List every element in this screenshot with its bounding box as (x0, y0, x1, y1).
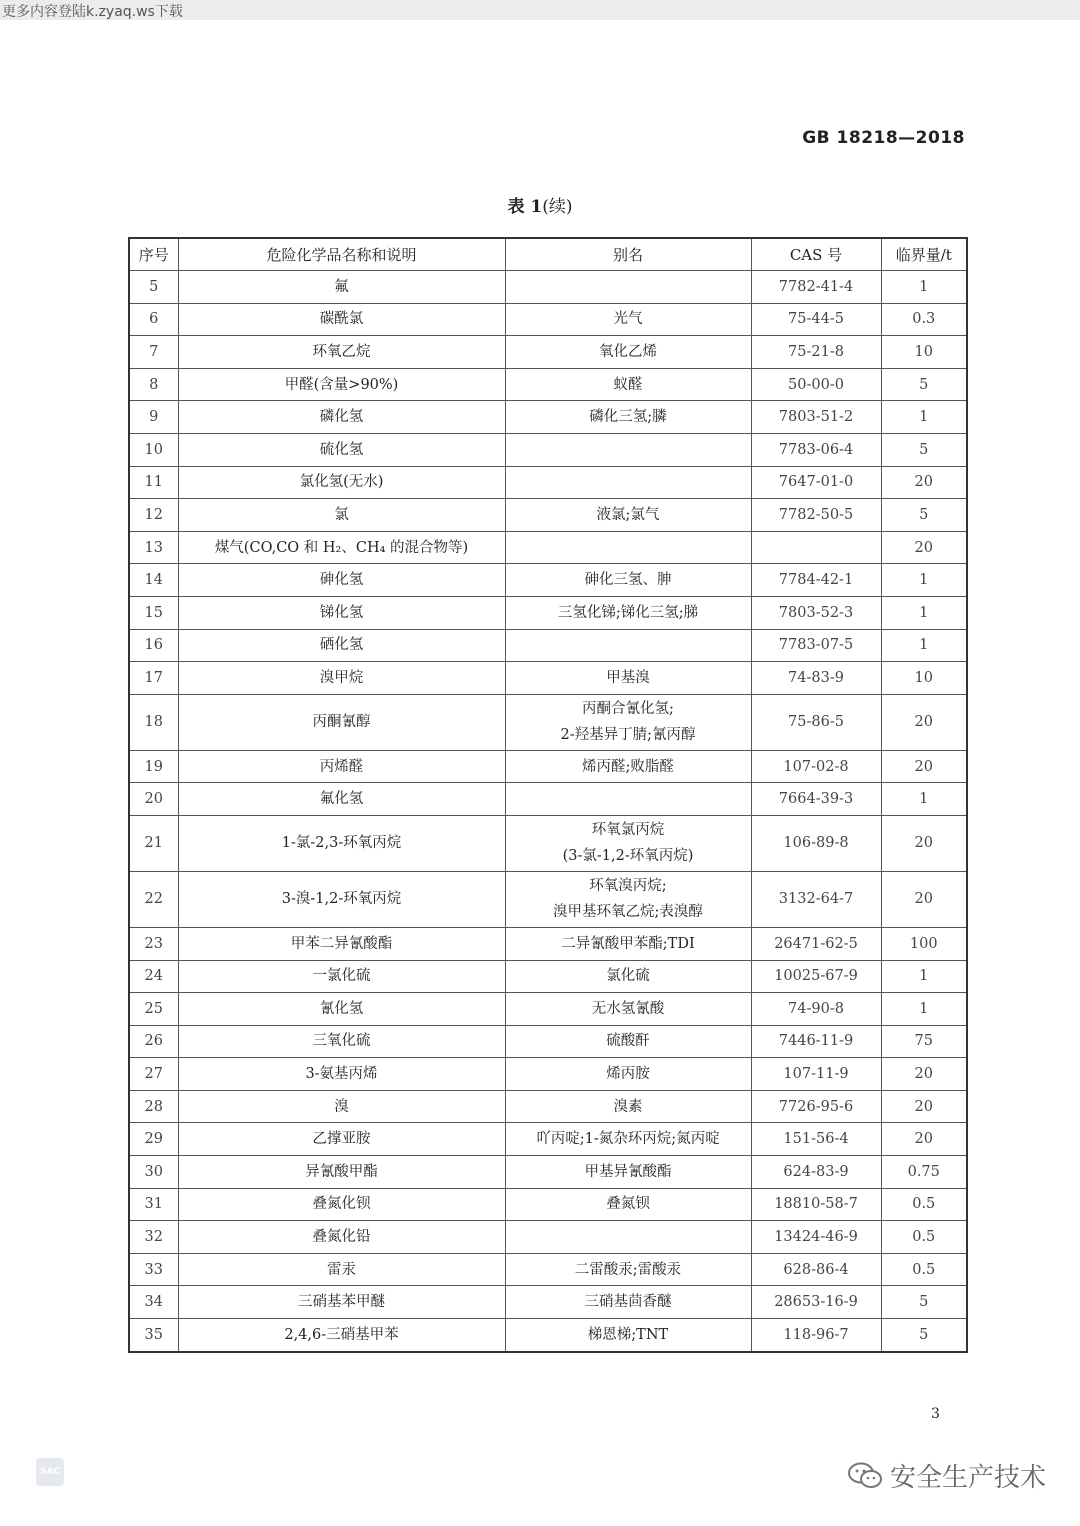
row-no: 32 (129, 1221, 178, 1254)
row-name: 3-氨基丙烯 (178, 1058, 505, 1091)
row-alias-line: 甲基异氰酸酯 (584, 1163, 672, 1180)
row-cas: 107-02-8 (751, 750, 881, 783)
table-row (129, 815, 967, 871)
row-alias (505, 1319, 751, 1352)
row-alias-line: 烯丙胺 (606, 1066, 650, 1083)
table-row (129, 466, 967, 499)
row-threshold: 5 (881, 1319, 967, 1352)
header-no: 序号 (129, 238, 178, 271)
row-alias (505, 1123, 751, 1156)
row-threshold: 1 (881, 783, 967, 816)
row-threshold: 0.5 (881, 1188, 967, 1221)
row-threshold: 0.3 (881, 303, 967, 336)
row-no: 34 (129, 1286, 178, 1319)
row-name: 溴甲烷 (178, 662, 505, 695)
row-no: 29 (129, 1123, 178, 1156)
row-no: 15 (129, 596, 178, 629)
row-alias (505, 1058, 751, 1091)
row-cas: 75-21-8 (751, 336, 881, 369)
table-row (129, 629, 967, 662)
row-alias-line: 溴甲基环氧乙烷;表溴醇 (553, 904, 703, 921)
row-alias-line: 2-羟基异丁腈;氰丙醇 (560, 727, 696, 744)
row-no: 7 (129, 336, 178, 369)
row-alias (505, 783, 751, 816)
row-alias (505, 1156, 751, 1189)
row-name: 砷化氢 (178, 564, 505, 597)
row-name: 丙酮氰醇 (178, 694, 505, 750)
row-no: 23 (129, 927, 178, 960)
row-cas: 10025-67-9 (751, 960, 881, 993)
row-cas: 28653-16-9 (751, 1286, 881, 1319)
row-alias-line: 二异氰酸甲苯酯;TDI (561, 935, 695, 952)
row-alias-line: 无水氢氰酸 (591, 1000, 665, 1017)
row-cas: 7783-06-4 (751, 433, 881, 466)
row-no: 25 (129, 993, 178, 1026)
row-threshold: 20 (881, 871, 967, 927)
row-alias (505, 466, 751, 499)
table-row (129, 368, 967, 401)
row-alias-line: 氯化硫 (606, 968, 650, 985)
sac-logo: SAC (36, 1458, 64, 1486)
table-row (129, 1156, 967, 1189)
row-alias-line: 烯丙醛;败脂醛 (582, 758, 674, 775)
header-name: 危险化学品名称和说明 (178, 238, 505, 271)
row-no: 30 (129, 1156, 178, 1189)
row-no: 17 (129, 662, 178, 695)
row-no: 12 (129, 499, 178, 532)
row-alias-line: 甲基溴 (606, 669, 650, 686)
table-row (129, 564, 967, 597)
table-row (129, 303, 967, 336)
row-name: 1-氯-2,3-环氧丙烷 (178, 815, 505, 871)
row-name: 一氯化硫 (178, 960, 505, 993)
row-cas: 7726-95-6 (751, 1090, 881, 1123)
row-alias (505, 564, 751, 597)
table-row (129, 1253, 967, 1286)
row-name: 雷汞 (178, 1253, 505, 1286)
row-threshold: 1 (881, 960, 967, 993)
row-cas: 7783-07-5 (751, 629, 881, 662)
row-name: 甲醛(含量>90%) (178, 368, 505, 401)
row-no: 16 (129, 629, 178, 662)
table-row (129, 499, 967, 532)
row-name: 氟化氢 (178, 783, 505, 816)
row-alias (505, 993, 751, 1026)
row-threshold: 20 (881, 815, 967, 871)
row-alias-line: 叠氮钡 (606, 1196, 650, 1213)
row-alias-line: 梯恩梯;TNT (587, 1326, 669, 1343)
row-cas: 624-83-9 (751, 1156, 881, 1189)
wechat-account-name: 安全生产技术 (889, 1463, 1046, 1493)
row-alias (505, 662, 751, 695)
page-number: 3 (931, 1406, 940, 1422)
row-cas: 74-90-8 (751, 993, 881, 1026)
row-alias-line: 液氯;氯气 (596, 506, 660, 523)
row-no: 27 (129, 1058, 178, 1091)
row-alias (505, 1286, 751, 1319)
row-alias (505, 815, 751, 871)
row-alias (505, 871, 751, 927)
table-row (129, 1025, 967, 1058)
row-alias (505, 401, 751, 434)
row-alias (505, 499, 751, 532)
row-name: 环氧乙烷 (178, 336, 505, 369)
row-no: 6 (129, 303, 178, 336)
row-no: 20 (129, 783, 178, 816)
row-no: 35 (129, 1319, 178, 1352)
table-row (129, 1123, 967, 1156)
row-name: 甲苯二异氰酸酯 (178, 927, 505, 960)
row-alias (505, 1090, 751, 1123)
table-row (129, 694, 967, 750)
table-row (129, 927, 967, 960)
row-alias-line: (3-氯-1,2-环氧丙烷) (562, 848, 694, 865)
table-title (0, 192, 1080, 217)
row-threshold: 1 (881, 629, 967, 662)
row-threshold: 5 (881, 499, 967, 532)
row-cas: 13424-46-9 (751, 1221, 881, 1254)
row-alias (505, 750, 751, 783)
row-no: 28 (129, 1090, 178, 1123)
row-no: 33 (129, 1253, 178, 1286)
row-cas: 7782-50-5 (751, 499, 881, 532)
row-threshold: 1 (881, 271, 967, 304)
table-row (129, 783, 967, 816)
row-cas: 106-89-8 (751, 815, 881, 871)
row-alias (505, 960, 751, 993)
table-header-row (129, 238, 967, 271)
row-alias-line: 光气 (613, 311, 643, 328)
row-threshold: 1 (881, 596, 967, 629)
row-name: 异氰酸甲酯 (178, 1156, 505, 1189)
row-cas: 107-11-9 (751, 1058, 881, 1091)
row-cas: 7803-52-3 (751, 596, 881, 629)
row-cas: 18810-58-7 (751, 1188, 881, 1221)
row-cas: 7664-39-3 (751, 783, 881, 816)
row-alias-line: 硫酸酐 (606, 1033, 650, 1050)
standard-code: GB 18218—2018 (802, 128, 965, 148)
row-alias-line: 三氢化锑;锑化三氢;䏲 (557, 604, 699, 621)
row-no: 14 (129, 564, 178, 597)
row-threshold: 5 (881, 433, 967, 466)
table-title-suffix: (续) (542, 197, 573, 217)
row-name: 3-溴-1,2-环氧丙烷 (178, 871, 505, 927)
row-alias (505, 927, 751, 960)
table-row (129, 271, 967, 304)
table-row (129, 401, 967, 434)
row-threshold: 20 (881, 694, 967, 750)
row-alias (505, 271, 751, 304)
row-no: 26 (129, 1025, 178, 1058)
row-alias-line: 砷化三氢、胂 (584, 572, 672, 589)
row-name: 碳酰氯 (178, 303, 505, 336)
row-threshold: 5 (881, 368, 967, 401)
row-name: 丙烯醛 (178, 750, 505, 783)
row-name: 乙撑亚胺 (178, 1123, 505, 1156)
row-name: 叠氮化钡 (178, 1188, 505, 1221)
row-alias (505, 531, 751, 564)
row-cas: 151-56-4 (751, 1123, 881, 1156)
row-alias (505, 368, 751, 401)
row-no: 8 (129, 368, 178, 401)
row-alias (505, 694, 751, 750)
row-alias-line: 丙酮合氰化氢; (582, 701, 674, 718)
top-watermark-bar (0, 0, 1080, 20)
row-threshold: 100 (881, 927, 967, 960)
row-threshold: 75 (881, 1025, 967, 1058)
row-cas: 7784-42-1 (751, 564, 881, 597)
table-body (129, 271, 967, 1352)
row-alias-line: 三硝基茴香醚 (584, 1294, 672, 1311)
table-row (129, 750, 967, 783)
header-cas: CAS 号 (751, 238, 881, 271)
table-row (129, 960, 967, 993)
row-cas: 7647-01-0 (751, 466, 881, 499)
row-alias (505, 629, 751, 662)
row-no: 24 (129, 960, 178, 993)
row-name: 2,4,6-三硝基甲苯 (178, 1319, 505, 1352)
table-row (129, 596, 967, 629)
row-alias (505, 1221, 751, 1254)
row-alias (505, 433, 751, 466)
row-alias (505, 1188, 751, 1221)
row-alias-line: 环氧氯丙烷 (591, 822, 665, 839)
wechat-watermark (846, 1457, 1046, 1494)
row-name: 锑化氢 (178, 596, 505, 629)
row-cas: 628-86-4 (751, 1253, 881, 1286)
row-cas: 50-00-0 (751, 368, 881, 401)
table-row (129, 433, 967, 466)
row-threshold: 20 (881, 1058, 967, 1091)
row-cas: 75-86-5 (751, 694, 881, 750)
row-alias (505, 336, 751, 369)
row-alias-line: 二雷酸汞;雷酸汞 (574, 1261, 682, 1278)
row-threshold: 10 (881, 662, 967, 695)
row-threshold: 1 (881, 993, 967, 1026)
row-name: 氯 (178, 499, 505, 532)
row-no: 5 (129, 271, 178, 304)
header-threshold: 临界量/t (881, 238, 967, 271)
row-alias (505, 1025, 751, 1058)
chemicals-table (128, 237, 968, 1353)
row-alias-line: 环氧溴丙烷; (589, 878, 667, 895)
row-cas: 26471-62-5 (751, 927, 881, 960)
row-threshold: 10 (881, 336, 967, 369)
row-name: 磷化氢 (178, 401, 505, 434)
row-alias (505, 1253, 751, 1286)
table-row (129, 1188, 967, 1221)
table-row (129, 1058, 967, 1091)
table-title-prefix: 表 1 (507, 197, 543, 217)
top-watermark-text: 更多内容登陆k.zyaq.ws下载 (2, 4, 183, 20)
row-alias-line: 溴素 (613, 1098, 643, 1115)
row-no: 9 (129, 401, 178, 434)
row-no: 10 (129, 433, 178, 466)
row-name: 叠氮化铅 (178, 1221, 505, 1254)
table-row (129, 1319, 967, 1352)
table-row (129, 871, 967, 927)
row-threshold: 20 (881, 1090, 967, 1123)
row-name: 硒化氢 (178, 629, 505, 662)
table-row (129, 1286, 967, 1319)
row-no: 19 (129, 750, 178, 783)
row-cas: 118-96-7 (751, 1319, 881, 1352)
row-no: 22 (129, 871, 178, 927)
row-threshold: 0.5 (881, 1221, 967, 1254)
row-name: 三硝基苯甲醚 (178, 1286, 505, 1319)
row-no: 11 (129, 466, 178, 499)
table-row (129, 993, 967, 1026)
row-alias-line: 氧化乙烯 (599, 343, 657, 360)
row-alias (505, 596, 751, 629)
row-no: 31 (129, 1188, 178, 1221)
row-no: 21 (129, 815, 178, 871)
row-cas: 75-44-5 (751, 303, 881, 336)
row-threshold: 20 (881, 1123, 967, 1156)
table-row (129, 662, 967, 695)
header-alias: 别名 (505, 238, 751, 271)
row-name: 三氧化硫 (178, 1025, 505, 1058)
table-row (129, 336, 967, 369)
row-threshold: 1 (881, 401, 967, 434)
row-name: 氯化氢(无水) (178, 466, 505, 499)
row-threshold: 0.5 (881, 1253, 967, 1286)
row-cas (751, 531, 881, 564)
row-cas: 7446-11-9 (751, 1025, 881, 1058)
row-name: 氟 (178, 271, 505, 304)
row-cas: 7782-41-4 (751, 271, 881, 304)
row-no: 18 (129, 694, 178, 750)
row-cas: 3132-64-7 (751, 871, 881, 927)
row-name: 硫化氢 (178, 433, 505, 466)
row-name: 煤气(CO,CO 和 H₂、CH₄ 的混合物等) (178, 531, 505, 564)
table-row (129, 1221, 967, 1254)
row-threshold: 20 (881, 750, 967, 783)
row-cas: 7803-51-2 (751, 401, 881, 434)
row-no: 13 (129, 531, 178, 564)
row-threshold: 0.75 (881, 1156, 967, 1189)
row-alias-line: 蚁醛 (613, 376, 643, 393)
table-row (129, 531, 967, 564)
row-threshold: 1 (881, 564, 967, 597)
row-cas: 74-83-9 (751, 662, 881, 695)
row-threshold: 20 (881, 466, 967, 499)
row-name: 溴 (178, 1090, 505, 1123)
wechat-icon (846, 1461, 884, 1491)
row-threshold: 5 (881, 1286, 967, 1319)
row-alias-line: 磷化三氢;膦 (589, 409, 667, 426)
row-threshold: 20 (881, 531, 967, 564)
table-row (129, 1090, 967, 1123)
row-alias (505, 303, 751, 336)
row-name: 氰化氢 (178, 993, 505, 1026)
row-alias-line: 吖丙啶;1-氮杂环丙烷;氮丙啶 (536, 1131, 720, 1148)
